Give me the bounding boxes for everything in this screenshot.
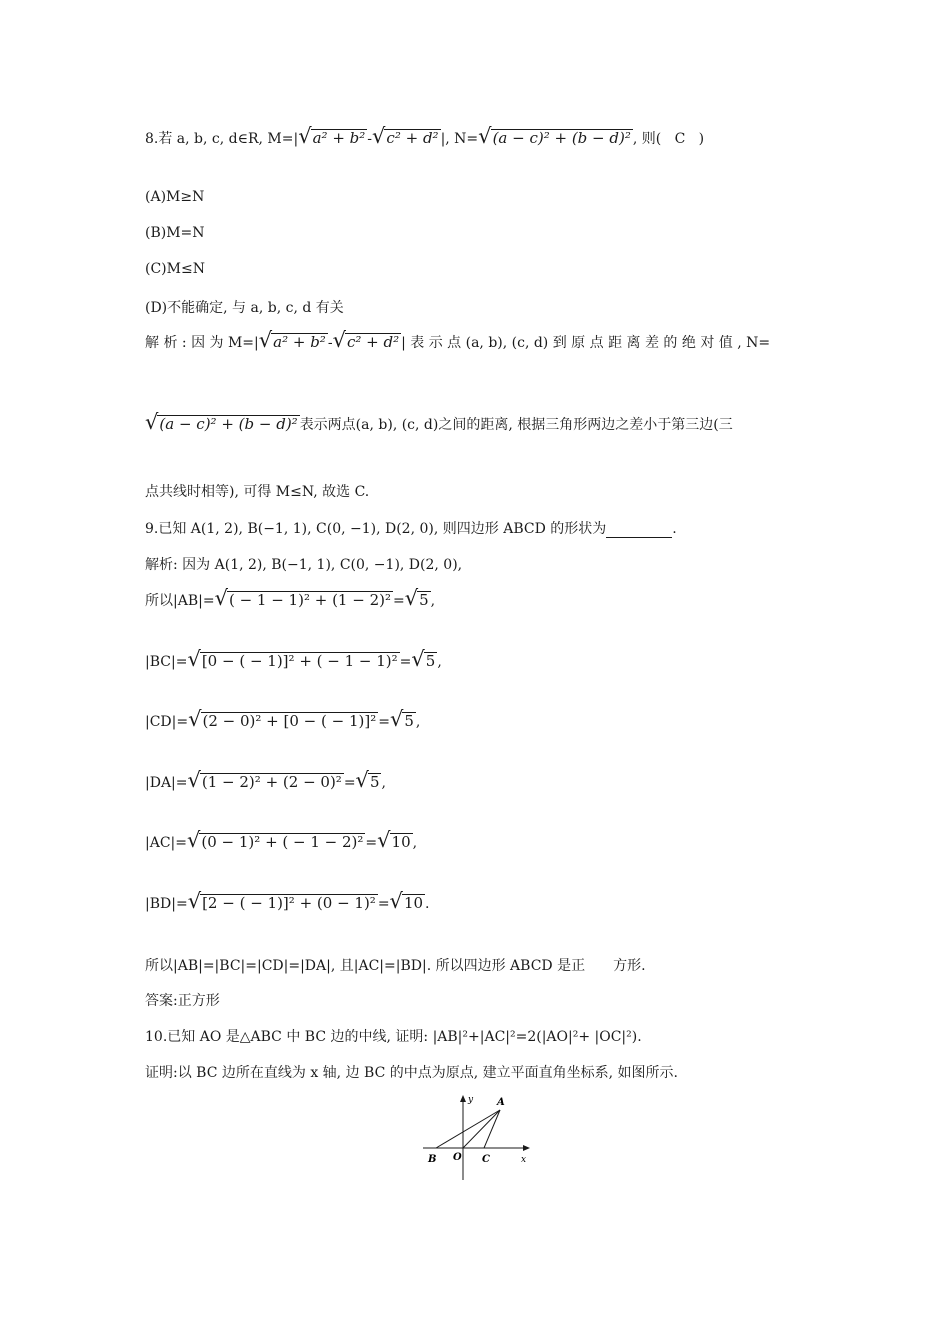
q9-bc: |BC|= √ [0 − ( − 1)]² + ( − 1 − 1)² = √ 5 , [145, 647, 442, 671]
q9-analysis: 解析: 因为 A(1, 2), B(−1, 1), C(0, −1), D(2, 0), [145, 557, 463, 573]
sqrt-bd: √ [2 − ( − 1)]² + (0 − 1)² [187, 889, 376, 913]
q9-da: |DA|= √ (1 − 2)² + (2 − 0)² = √ 5 , [145, 768, 386, 792]
q9-conclusion: 所以|AB|=|BC|=|CD|=|DA|, 且|AC|=|BD|. 所以四边形 ABCD 是正 方形. [145, 958, 646, 974]
sqrt-result-bd: √ 10 [389, 889, 424, 913]
sqrt-distance: √ (a − c)² + (b − d)² [478, 124, 631, 148]
sqrt-da: √ (1 − 2)² + (2 − 0)² [187, 768, 342, 792]
q8-analysis-line2: √ (a − c)² + (b − d)² 表示两点(a, b), (c, d)之间的距离, 根据三角形两边之差小于第三边(三 [145, 410, 733, 434]
sqrt-ab: √ ( − 1 − 1)² + (1 − 2)² [214, 586, 391, 610]
q9-answer: 答案:正方形 [145, 993, 220, 1009]
sqrt-result-bc: √ 5 [411, 647, 436, 671]
sqrt-c2d2: √ c² + d² [372, 124, 439, 148]
sqrt-cd: √ (2 − 0)² + [0 − ( − 1)]² [188, 707, 377, 731]
y-axis-arrow [460, 1095, 466, 1102]
x-axis-arrow [523, 1145, 530, 1151]
sqrt-result-da: √ 5 [355, 768, 380, 792]
label-b: B [428, 1154, 437, 1165]
q9-stem: 9.已知 A(1, 2), B(−1, 1), C(0, −1), D(2, 0), 则四边形 ABCD 的形状为 . [145, 521, 677, 537]
sqrt-distance-2: √ (a − c)² + (b − d)² [145, 410, 298, 434]
sqrt-a2b2-2: √ a² + b² [258, 328, 326, 352]
q10-proof: 证明:以 BC 边所在直线为 x 轴, 边 BC 的中点为原点, 建立平面直角坐标系, 如图所示. [145, 1065, 678, 1081]
q8-option-b: (B)M=N [145, 225, 205, 241]
q9-ac: |AC|= √ (0 − 1)² + ( − 1 − 2)² = √ 10 , [145, 828, 418, 852]
sqrt-c2d2-2: √ c² + d² [332, 328, 400, 352]
label-x: x [521, 1155, 527, 1165]
q10-stem: 10.已知 AO 是△ABC 中 BC 边的中线, 证明: |AB|²+|AC|²=2(|AO|²+ |OC|²). [145, 1029, 642, 1045]
q9-ab: 所以|AB|= √ ( − 1 − 1)² + (1 − 2)² = √ 5 , [145, 586, 436, 610]
label-c: C [482, 1154, 490, 1165]
q9-bd: |BD|= √ [2 − ( − 1)]² + (0 − 1)² = √ 10 . [145, 889, 430, 913]
q8-option-c: (C)M≤N [145, 261, 205, 277]
label-a: A [497, 1097, 505, 1108]
answer-blank [606, 523, 672, 538]
q8-analysis-line1: 解 析 : 因 为 M=| √ a² + b² - √ c² + d² | 表 示 点 (a, b), (c, d) 到 原 点 距 离 差 的 绝 对 值 , N= [145, 328, 771, 352]
q8-stem: 8.若 a, b, c, d∈R, M=| √ a² + b² - √ c² + d² |, N= √ (a − c)² + (b − d)² , 则( C ) [145, 124, 705, 148]
label-o: O [453, 1152, 462, 1163]
sqrt-result-cd: √ 5 [389, 707, 414, 731]
q8-answer: C [674, 131, 686, 147]
q8-option-d: (D)不能确定, 与 a, b, c, d 有关 [145, 300, 344, 316]
sqrt-a2b2: √ a² + b² [298, 124, 366, 148]
sqrt-result-ab: √ 5 [404, 586, 429, 610]
q8-option-a: (A)M≥N [145, 189, 205, 205]
segment-ca [484, 1110, 500, 1148]
label-y: y [468, 1095, 474, 1105]
sqrt-result-ac: √ 10 [377, 828, 411, 852]
coordinate-figure [420, 1092, 535, 1182]
q8-analysis-line3: 点共线时相等), 可得 M≤N, 故选 C. [145, 484, 370, 500]
q9-cd: |CD|= √ (2 − 0)² + [0 − ( − 1)]² = √ 5 , [145, 707, 421, 731]
sqrt-ac: √ (0 − 1)² + ( − 1 − 2)² [187, 828, 364, 852]
sqrt-bc: √ [0 − ( − 1)]² + ( − 1 − 1)² [187, 647, 398, 671]
